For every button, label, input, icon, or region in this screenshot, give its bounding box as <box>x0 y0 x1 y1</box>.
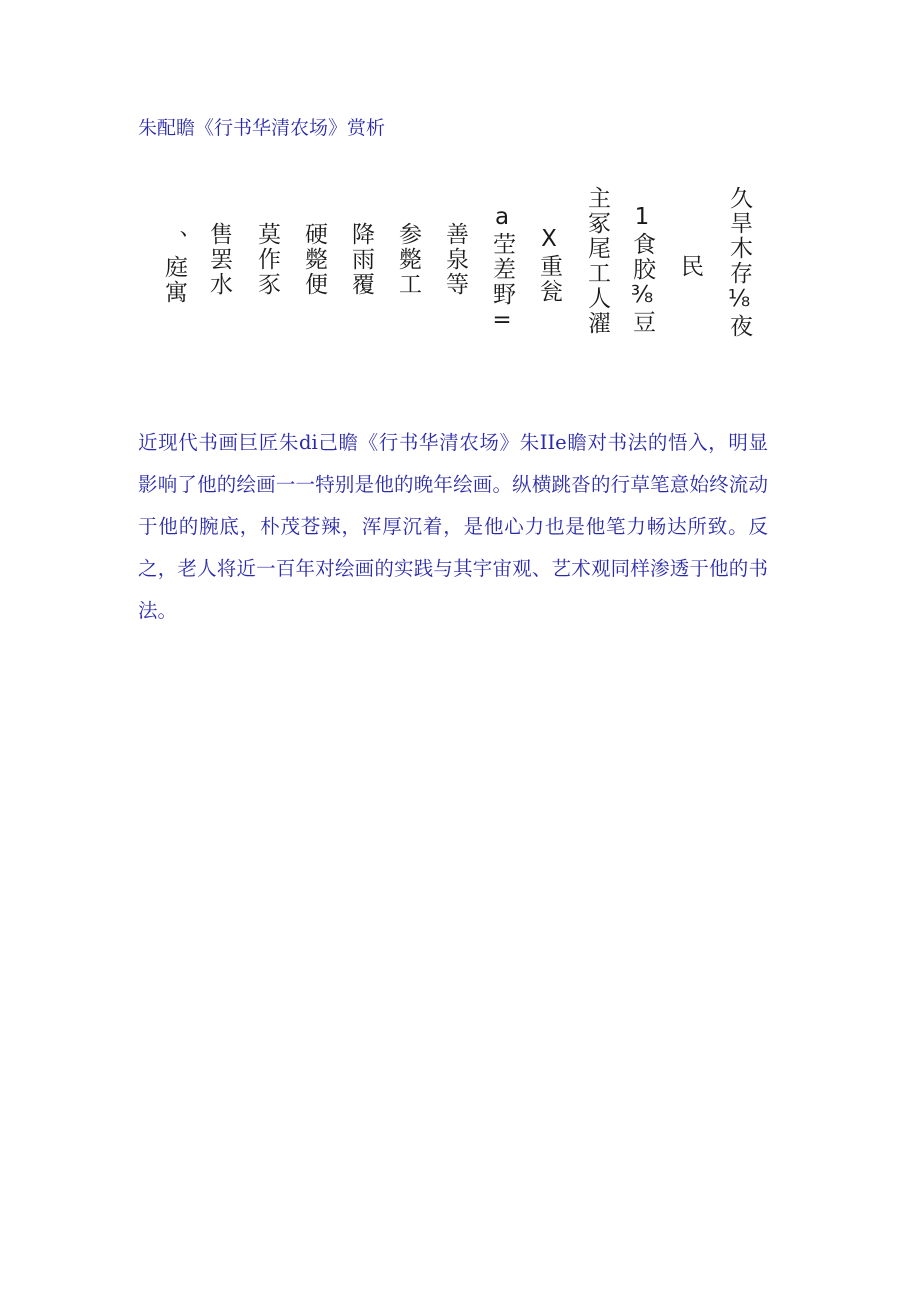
poem-column: 久旱木存⅛夜 <box>726 186 752 339</box>
poem-column: 民 <box>677 254 703 279</box>
page-title: 朱配瞻《行书华清农场》赏析 <box>138 117 386 139</box>
poem-column: 、庭寓 <box>161 230 187 305</box>
essay-paragraph: 近现代书画巨匠朱di己瞻《行书华清农场》朱IIe瞻对书法的悟入，明显影响了他的绘画一一特别是他的晚年绘画。纵横跳沓的行草笔意始终流动于他的腕底，朴茂苍辣，浑厚沉着，是他心力也是他笔力畅达所致。反之，老人将近一百年对绘画的实践与其宇宙观、艺术观同样渗透于他的书法。 <box>138 431 768 622</box>
poem-column: a茔差野= <box>489 204 515 335</box>
poem-column: X重瓮 <box>536 226 562 304</box>
poem-column: 善泉等 <box>442 222 468 297</box>
poem-column: 参斃工 <box>395 222 421 297</box>
poem-column: 售罢水 <box>206 222 232 297</box>
poem-column: 莫作豕 <box>254 222 280 297</box>
poem-column: 主冢尾工人濯 <box>584 186 610 336</box>
poem-column: 降雨覆 <box>348 222 374 297</box>
poem-transcription <box>150 186 770 360</box>
poem-column: 硬斃便 <box>301 222 327 297</box>
poem-column: 1食胶⅜豆 <box>629 204 655 335</box>
